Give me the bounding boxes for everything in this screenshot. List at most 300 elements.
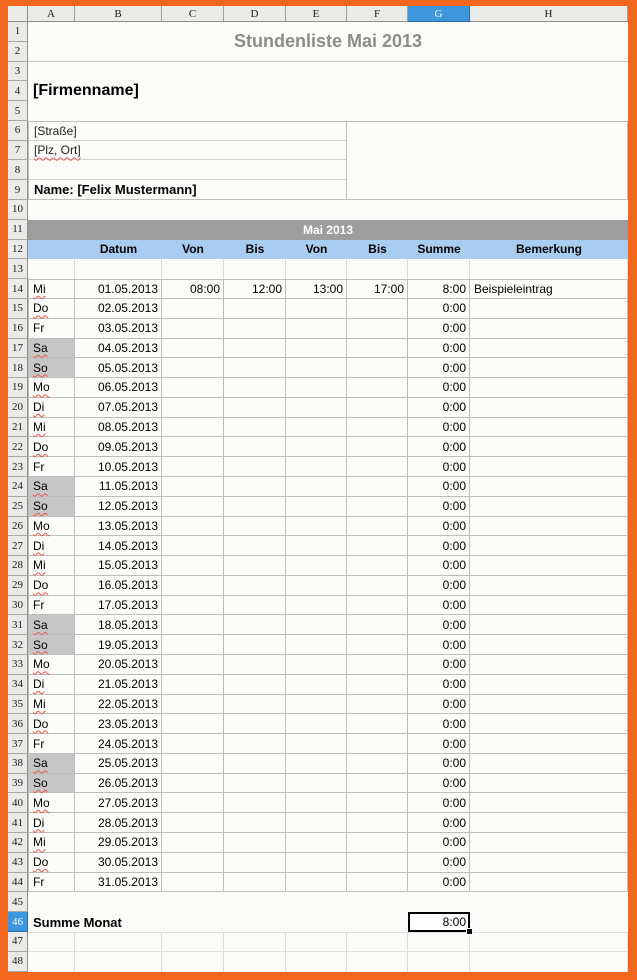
time-to-2-cell[interactable]: 17:00 (347, 279, 408, 299)
time-to-2-cell[interactable] (347, 774, 408, 794)
note-cell[interactable] (470, 635, 628, 655)
sum-cell[interactable]: 0:00 (408, 437, 470, 457)
time-to-1-cell[interactable] (224, 813, 286, 833)
day-cell[interactable]: So (28, 497, 75, 517)
note-cell[interactable] (470, 398, 628, 418)
time-to-1-cell[interactable] (224, 418, 286, 438)
time-from-2-cell[interactable] (286, 497, 347, 517)
sum-cell[interactable]: 0:00 (408, 714, 470, 734)
time-from-2-cell[interactable] (286, 754, 347, 774)
row-header[interactable]: 21 (8, 418, 28, 438)
date-cell[interactable]: 09.05.2013 (75, 437, 162, 457)
time-from-1-cell[interactable] (162, 576, 224, 596)
time-to-2-cell[interactable] (347, 418, 408, 438)
row-header[interactable]: 48 (8, 952, 28, 972)
row-header[interactable]: 4 (8, 81, 28, 101)
time-to-2-cell[interactable] (347, 596, 408, 616)
empty-cell[interactable] (75, 932, 162, 952)
sum-cell[interactable]: 0:00 (408, 734, 470, 754)
day-cell[interactable]: Mi (28, 695, 75, 715)
day-cell[interactable]: Fr (28, 596, 75, 616)
note-cell[interactable] (470, 437, 628, 457)
sum-cell[interactable]: 0:00 (408, 398, 470, 418)
note-cell[interactable] (470, 655, 628, 675)
day-cell[interactable]: Di (28, 675, 75, 695)
time-from-1-cell[interactable] (162, 774, 224, 794)
row-header[interactable]: 26 (8, 517, 28, 537)
time-to-2-cell[interactable] (347, 576, 408, 596)
time-from-1-cell[interactable] (162, 635, 224, 655)
day-cell[interactable]: Do (28, 576, 75, 596)
empty-cell[interactable] (408, 952, 470, 972)
time-to-2-cell[interactable] (347, 635, 408, 655)
time-from-2-cell[interactable] (286, 813, 347, 833)
note-cell[interactable] (470, 497, 628, 517)
day-cell[interactable]: Mo (28, 517, 75, 537)
day-cell[interactable]: Sa (28, 339, 75, 359)
time-from-1-cell[interactable] (162, 536, 224, 556)
time-from-1-cell[interactable] (162, 299, 224, 319)
row-header[interactable]: 35 (8, 695, 28, 715)
time-from-2-cell[interactable] (286, 734, 347, 754)
date-cell[interactable]: 04.05.2013 (75, 339, 162, 359)
time-to-1-cell[interactable] (224, 675, 286, 695)
empty-cell[interactable] (347, 259, 408, 279)
time-from-2-cell[interactable] (286, 655, 347, 675)
sum-cell[interactable]: 0:00 (408, 615, 470, 635)
note-cell[interactable] (470, 339, 628, 359)
time-to-2-cell[interactable] (347, 556, 408, 576)
sum-cell[interactable]: 0:00 (408, 517, 470, 537)
time-from-2-cell[interactable] (286, 714, 347, 734)
city-cell[interactable] (29, 141, 346, 160)
time-from-1-cell[interactable] (162, 813, 224, 833)
row-header[interactable]: 19 (8, 378, 28, 398)
time-to-2-cell[interactable] (347, 813, 408, 833)
time-from-2-cell[interactable] (286, 418, 347, 438)
row-header[interactable]: 40 (8, 793, 28, 813)
time-to-1-cell[interactable] (224, 615, 286, 635)
note-cell[interactable] (470, 754, 628, 774)
time-to-1-cell[interactable] (224, 793, 286, 813)
day-cell[interactable]: Do (28, 437, 75, 457)
row-header[interactable]: 44 (8, 873, 28, 893)
time-to-2-cell[interactable] (347, 695, 408, 715)
day-cell[interactable]: Do (28, 299, 75, 319)
time-to-1-cell[interactable] (224, 378, 286, 398)
date-cell[interactable]: 15.05.2013 (75, 556, 162, 576)
note-cell[interactable] (470, 319, 628, 339)
time-to-1-cell[interactable] (224, 833, 286, 853)
row-header[interactable]: 36 (8, 714, 28, 734)
time-from-1-cell[interactable] (162, 517, 224, 537)
row-header[interactable]: 8 (8, 160, 28, 180)
column-header[interactable]: F (347, 6, 408, 22)
time-to-1-cell[interactable] (224, 596, 286, 616)
row-header[interactable]: 31 (8, 615, 28, 635)
sum-cell[interactable]: 0:00 (408, 833, 470, 853)
row-header[interactable]: 34 (8, 675, 28, 695)
date-cell[interactable]: 10.05.2013 (75, 457, 162, 477)
time-to-1-cell[interactable] (224, 774, 286, 794)
time-from-2-cell[interactable] (286, 556, 347, 576)
note-cell[interactable] (470, 556, 628, 576)
row-header[interactable]: 23 (8, 457, 28, 477)
row-header[interactable]: 18 (8, 358, 28, 378)
note-cell[interactable] (470, 873, 628, 893)
sum-cell[interactable]: 0:00 (408, 457, 470, 477)
time-to-2-cell[interactable] (347, 655, 408, 675)
empty-cell[interactable] (162, 952, 224, 972)
sum-cell[interactable]: 0:00 (408, 793, 470, 813)
time-to-1-cell[interactable] (224, 319, 286, 339)
column-header[interactable]: A (28, 6, 75, 22)
date-cell[interactable]: 18.05.2013 (75, 615, 162, 635)
time-to-2-cell[interactable] (347, 734, 408, 754)
month-banner-cell[interactable]: Mai 2013 (28, 220, 628, 240)
day-cell[interactable]: Mi (28, 418, 75, 438)
day-cell[interactable]: Sa (28, 477, 75, 497)
person-name-cell[interactable] (29, 180, 346, 199)
time-to-1-cell[interactable] (224, 398, 286, 418)
time-from-2-cell[interactable]: 13:00 (286, 279, 347, 299)
row-header[interactable]: 15 (8, 299, 28, 319)
time-to-1-cell[interactable] (224, 714, 286, 734)
note-cell[interactable] (470, 517, 628, 537)
empty-cell[interactable] (470, 952, 628, 972)
time-to-1-cell[interactable] (224, 517, 286, 537)
empty-cell[interactable] (75, 259, 162, 279)
time-from-1-cell[interactable] (162, 437, 224, 457)
row-header[interactable]: 45 (8, 892, 28, 912)
time-to-2-cell[interactable] (347, 793, 408, 813)
empty-cell[interactable] (224, 952, 286, 972)
day-cell[interactable]: Sa (28, 615, 75, 635)
note-cell[interactable] (470, 457, 628, 477)
date-cell[interactable]: 23.05.2013 (75, 714, 162, 734)
sum-cell[interactable]: 0:00 (408, 695, 470, 715)
note-cell[interactable] (470, 793, 628, 813)
time-from-1-cell[interactable] (162, 853, 224, 873)
time-from-1-cell[interactable] (162, 358, 224, 378)
time-to-2-cell[interactable] (347, 517, 408, 537)
time-from-1-cell[interactable] (162, 457, 224, 477)
date-cell[interactable]: 11.05.2013 (75, 477, 162, 497)
time-from-2-cell[interactable] (286, 793, 347, 813)
date-cell[interactable]: 20.05.2013 (75, 655, 162, 675)
time-to-1-cell[interactable] (224, 635, 286, 655)
sum-cell[interactable]: 0:00 (408, 655, 470, 675)
note-cell[interactable] (470, 734, 628, 754)
time-from-2-cell[interactable] (286, 536, 347, 556)
row-header[interactable]: 33 (8, 655, 28, 675)
day-cell[interactable]: Mo (28, 655, 75, 675)
sum-cell[interactable]: 0:00 (408, 378, 470, 398)
header-von-1[interactable]: Von (162, 240, 224, 260)
row-header[interactable]: 32 (8, 635, 28, 655)
day-cell[interactable]: So (28, 358, 75, 378)
row-header[interactable]: 10 (8, 200, 28, 220)
sum-cell[interactable]: 0:00 (408, 477, 470, 497)
time-from-1-cell[interactable] (162, 497, 224, 517)
empty-cell[interactable] (347, 952, 408, 972)
time-to-2-cell[interactable] (347, 675, 408, 695)
time-from-2-cell[interactable] (286, 299, 347, 319)
time-to-2-cell[interactable] (347, 319, 408, 339)
header-von-2[interactable]: Von (286, 240, 347, 260)
time-from-2-cell[interactable] (286, 378, 347, 398)
note-cell[interactable] (470, 615, 628, 635)
sum-cell[interactable]: 0:00 (408, 497, 470, 517)
time-from-1-cell[interactable] (162, 675, 224, 695)
date-cell[interactable]: 24.05.2013 (75, 734, 162, 754)
row-header[interactable]: 17 (8, 339, 28, 359)
time-from-1-cell[interactable] (162, 655, 224, 675)
time-to-2-cell[interactable] (347, 398, 408, 418)
time-to-1-cell[interactable] (224, 457, 286, 477)
column-header[interactable]: D (224, 6, 286, 22)
date-cell[interactable]: 14.05.2013 (75, 536, 162, 556)
select-all-corner[interactable] (8, 6, 28, 22)
empty-cell[interactable] (162, 932, 224, 952)
day-cell[interactable]: Do (28, 853, 75, 873)
time-from-1-cell[interactable] (162, 714, 224, 734)
date-cell[interactable]: 02.05.2013 (75, 299, 162, 319)
date-cell[interactable]: 25.05.2013 (75, 754, 162, 774)
time-from-1-cell[interactable] (162, 339, 224, 359)
note-cell[interactable] (470, 675, 628, 695)
row-header[interactable]: 13 (8, 259, 28, 279)
time-to-2-cell[interactable] (347, 714, 408, 734)
empty-cell[interactable] (224, 932, 286, 952)
time-from-1-cell[interactable] (162, 319, 224, 339)
empty-cell[interactable] (286, 932, 347, 952)
time-from-2-cell[interactable] (286, 477, 347, 497)
day-cell[interactable]: Mi (28, 833, 75, 853)
time-to-2-cell[interactable] (347, 833, 408, 853)
time-from-2-cell[interactable] (286, 675, 347, 695)
row-header[interactable]: 24 (8, 477, 28, 497)
row-header[interactable]: 39 (8, 774, 28, 794)
date-cell[interactable]: 06.05.2013 (75, 378, 162, 398)
time-to-2-cell[interactable] (347, 299, 408, 319)
time-from-1-cell[interactable] (162, 734, 224, 754)
fill-handle[interactable] (467, 929, 472, 934)
empty-cell[interactable] (162, 259, 224, 279)
time-to-2-cell[interactable] (347, 497, 408, 517)
note-cell[interactable] (470, 299, 628, 319)
row-header[interactable]: 27 (8, 536, 28, 556)
date-cell[interactable]: 13.05.2013 (75, 517, 162, 537)
time-from-2-cell[interactable] (286, 339, 347, 359)
time-from-2-cell[interactable] (286, 774, 347, 794)
time-from-1-cell[interactable] (162, 615, 224, 635)
time-to-1-cell[interactable] (224, 655, 286, 675)
note-cell[interactable] (470, 358, 628, 378)
empty-cell[interactable] (286, 259, 347, 279)
day-cell[interactable]: Fr (28, 457, 75, 477)
sum-cell[interactable]: 0:00 (408, 339, 470, 359)
note-cell[interactable] (470, 576, 628, 596)
header-summe[interactable]: Summe (408, 240, 470, 260)
date-cell[interactable]: 29.05.2013 (75, 833, 162, 853)
time-from-1-cell[interactable] (162, 378, 224, 398)
header-bis-1[interactable]: Bis (224, 240, 286, 260)
empty-cell[interactable] (470, 932, 628, 952)
time-to-1-cell[interactable] (224, 536, 286, 556)
time-from-1-cell[interactable] (162, 398, 224, 418)
column-header[interactable]: E (286, 6, 347, 22)
date-cell[interactable]: 07.05.2013 (75, 398, 162, 418)
note-cell[interactable] (470, 378, 628, 398)
row-header[interactable]: 14 (8, 279, 28, 299)
time-from-2-cell[interactable] (286, 517, 347, 537)
row-header[interactable]: 6 (8, 121, 28, 141)
row-header[interactable]: 46 (8, 912, 28, 932)
sum-cell[interactable]: 0:00 (408, 873, 470, 893)
date-cell[interactable]: 21.05.2013 (75, 675, 162, 695)
date-cell[interactable]: 05.05.2013 (75, 358, 162, 378)
date-cell[interactable]: 12.05.2013 (75, 497, 162, 517)
sum-cell[interactable]: 8:00 (408, 279, 470, 299)
sum-cell[interactable]: 0:00 (408, 536, 470, 556)
time-from-2-cell[interactable] (286, 695, 347, 715)
row-header[interactable]: 9 (8, 180, 28, 200)
empty-cell[interactable] (75, 952, 162, 972)
time-from-2-cell[interactable] (286, 398, 347, 418)
empty-cell[interactable] (408, 259, 470, 279)
row-header[interactable]: 37 (8, 734, 28, 754)
row-header[interactable]: 2 (8, 42, 28, 62)
day-cell[interactable]: Mi (28, 556, 75, 576)
date-cell[interactable]: 28.05.2013 (75, 813, 162, 833)
selected-cell-G46[interactable] (408, 912, 470, 932)
time-from-2-cell[interactable] (286, 853, 347, 873)
column-header[interactable]: G (408, 6, 470, 22)
time-to-2-cell[interactable] (347, 873, 408, 893)
sum-cell[interactable]: 0:00 (408, 813, 470, 833)
time-to-2-cell[interactable] (347, 437, 408, 457)
column-header[interactable]: C (162, 6, 224, 22)
time-to-1-cell[interactable] (224, 754, 286, 774)
day-cell[interactable]: Mo (28, 793, 75, 813)
time-to-1-cell[interactable] (224, 873, 286, 893)
street-cell[interactable] (29, 122, 346, 141)
time-to-1-cell[interactable]: 12:00 (224, 279, 286, 299)
row-header[interactable]: 16 (8, 319, 28, 339)
date-cell[interactable]: 31.05.2013 (75, 873, 162, 893)
time-to-2-cell[interactable] (347, 615, 408, 635)
sheet-title-cell[interactable]: Stundenliste Mai 2013 (28, 22, 628, 62)
header-bis-2[interactable]: Bis (347, 240, 408, 260)
time-to-1-cell[interactable] (224, 358, 286, 378)
empty-cell[interactable] (28, 932, 75, 952)
row-header[interactable]: 25 (8, 497, 28, 517)
time-to-2-cell[interactable] (347, 339, 408, 359)
note-cell[interactable] (470, 695, 628, 715)
date-cell[interactable]: 19.05.2013 (75, 635, 162, 655)
row-header[interactable]: 38 (8, 754, 28, 774)
day-cell[interactable]: Mo (28, 378, 75, 398)
date-cell[interactable]: 27.05.2013 (75, 793, 162, 813)
time-to-1-cell[interactable] (224, 299, 286, 319)
time-from-2-cell[interactable] (286, 576, 347, 596)
note-cell[interactable] (470, 833, 628, 853)
time-to-1-cell[interactable] (224, 437, 286, 457)
empty-address-cell[interactable] (29, 160, 346, 179)
time-from-1-cell[interactable] (162, 793, 224, 813)
time-from-2-cell[interactable] (286, 873, 347, 893)
time-to-1-cell[interactable] (224, 339, 286, 359)
time-from-1-cell[interactable] (162, 754, 224, 774)
time-from-1-cell[interactable] (162, 695, 224, 715)
row-header[interactable]: 12 (8, 240, 28, 260)
header-datum[interactable]: Datum (75, 240, 162, 260)
note-cell[interactable] (470, 477, 628, 497)
time-to-1-cell[interactable] (224, 734, 286, 754)
sum-cell[interactable]: 0:00 (408, 774, 470, 794)
month-total-label-cell[interactable]: Summe Monat (33, 914, 122, 930)
note-cell[interactable] (470, 813, 628, 833)
day-cell[interactable]: Sa (28, 754, 75, 774)
time-from-1-cell[interactable] (162, 477, 224, 497)
row-header[interactable]: 43 (8, 853, 28, 873)
note-cell[interactable] (470, 536, 628, 556)
empty-cell[interactable] (347, 932, 408, 952)
sum-cell[interactable]: 0:00 (408, 299, 470, 319)
note-cell[interactable] (470, 596, 628, 616)
sum-cell[interactable]: 0:00 (408, 358, 470, 378)
row-header[interactable]: 1 (8, 22, 28, 42)
row-header[interactable]: 30 (8, 596, 28, 616)
day-cell[interactable]: So (28, 774, 75, 794)
sum-cell[interactable]: 0:00 (408, 556, 470, 576)
day-cell[interactable]: Di (28, 813, 75, 833)
day-cell[interactable]: Fr (28, 873, 75, 893)
time-to-2-cell[interactable] (347, 754, 408, 774)
time-to-2-cell[interactable] (347, 457, 408, 477)
time-from-2-cell[interactable] (286, 457, 347, 477)
row-header[interactable]: 47 (8, 932, 28, 952)
day-cell[interactable]: Do (28, 714, 75, 734)
note-cell[interactable] (470, 418, 628, 438)
date-cell[interactable]: 22.05.2013 (75, 695, 162, 715)
row-header[interactable]: 42 (8, 833, 28, 853)
time-from-2-cell[interactable] (286, 319, 347, 339)
header-filler-cell[interactable] (28, 240, 75, 260)
time-to-1-cell[interactable] (224, 853, 286, 873)
time-from-1-cell[interactable]: 08:00 (162, 279, 224, 299)
empty-cell[interactable] (224, 259, 286, 279)
sum-cell[interactable]: 0:00 (408, 576, 470, 596)
column-header[interactable]: B (75, 6, 162, 22)
day-cell[interactable]: Di (28, 398, 75, 418)
day-cell[interactable]: So (28, 635, 75, 655)
row-header[interactable]: 28 (8, 556, 28, 576)
empty-cell[interactable] (470, 259, 628, 279)
time-from-2-cell[interactable] (286, 615, 347, 635)
sum-cell[interactable]: 0:00 (408, 754, 470, 774)
time-from-1-cell[interactable] (162, 873, 224, 893)
company-name-cell[interactable]: [Firmenname] (33, 82, 139, 100)
date-cell[interactable]: 17.05.2013 (75, 596, 162, 616)
sum-cell[interactable]: 0:00 (408, 635, 470, 655)
time-from-1-cell[interactable] (162, 596, 224, 616)
row-header[interactable]: 7 (8, 141, 28, 161)
date-cell[interactable]: 03.05.2013 (75, 319, 162, 339)
time-from-2-cell[interactable] (286, 358, 347, 378)
empty-cell[interactable] (286, 952, 347, 972)
